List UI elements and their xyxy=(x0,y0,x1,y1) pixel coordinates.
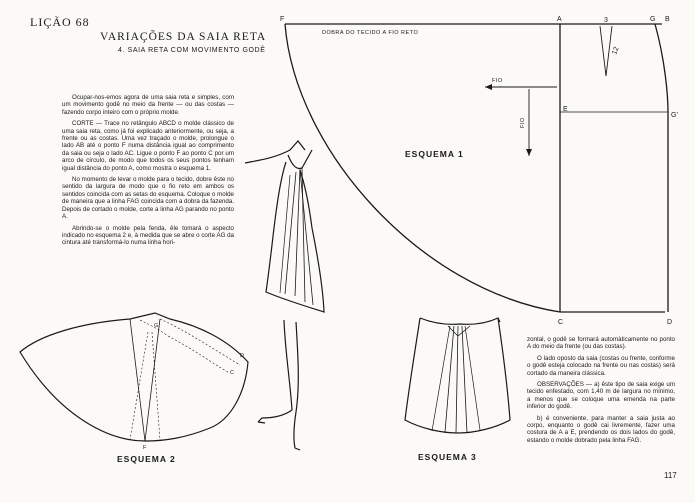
body-paragraph: OBSERVAÇÕES — a) êste tipo de saia exige um tecido enfestado, com 1,40 m de largura no mínimo, a menos que se coloque uma emenda na parte inferior do godê. xyxy=(527,381,675,411)
esquema-1-caption: ESQUEMA 1 xyxy=(405,149,464,159)
dart-left xyxy=(600,26,606,76)
fold-label: DOBRA DO TECIDO A FIO RETO xyxy=(322,30,419,36)
body-paragraph: No momento de levar o molde para o tecido, dobre êste no sentido da largura de modo que o fio reto em ambos os sentidos coincida com as setas do esquema. Coloque o molde de maneira que a linha FAG coincida com a dobra da fazenda. Depois de cortado o molde, corte a linha AG parando no ponto A. xyxy=(62,176,234,221)
body-paragraph: O lado oposto da saia (costas ou frente, conforme o godê esteja colocado na frente ou nas costas) será cortado da maneira clássica. xyxy=(527,354,675,377)
hem-arc xyxy=(285,24,560,312)
side-seam xyxy=(655,24,668,312)
body-paragraph: b) é conveniente, para manter a saia justa ao corpo, enquanto o godê cai livremente, fazer uma costura de A a E, prendendo os dois lados do godê, estando o molde dobrado pela linha FAG. xyxy=(527,414,675,444)
lesson-number: LIÇÃO 68 xyxy=(30,15,90,29)
e2-point-g-label: G xyxy=(154,323,159,329)
page-title: VARIAÇÕES DA SAIA RETA xyxy=(100,31,267,43)
esquema-1-diagram xyxy=(285,24,668,312)
e2-point-c-label: C xyxy=(230,370,235,376)
arrow-head xyxy=(485,84,492,90)
model-figure-illustration xyxy=(245,141,324,450)
point-g-prime-label: G' xyxy=(671,112,678,119)
arrow-head xyxy=(526,149,532,156)
dim-12-label: 12 xyxy=(611,45,621,56)
page-number: 117 xyxy=(664,471,677,480)
dim-3-label: 3 xyxy=(604,17,608,24)
body-paragraph: Abrindo-se o molde pela fenda, êle tomará o aspecto indicado no esquema 2 e, à medida que se abre o corte AG da cintura até transformá-lo numa linha hori- xyxy=(62,224,234,247)
body-paragraph: zontal, o godê se formará automàticamente no ponto A do meio da frente (ou das costas). xyxy=(527,336,675,351)
point-e-label: E xyxy=(563,106,568,113)
e2-point-f-label: F xyxy=(143,445,147,451)
fio-v-label: FIO xyxy=(520,117,526,128)
point-c-label: C xyxy=(558,319,564,326)
fio-h-label: FIO xyxy=(492,78,503,84)
e2-point-d-label: D xyxy=(240,353,245,359)
body-paragraph: Ocupar-nos-emos agora de uma saia reta e simples, com um movimento godê no meio da frente — ou das costas — fazendo corpo inteiro com o próprio molde. xyxy=(62,94,234,116)
body-paragraph: CORTE — Trace no retângulo ABCD o molde clássico de uma saia reta, como já foi explicado anteriormente, ou seja, a frente ou as costas. Uma vez traçado o molde, prolongue o lado AB até o ponto F numa distância igual ao comprimento da saia ou seja o lado AC. Ligue o ponto F ao ponto C por um arco de círculo, de modo que todos os seus pontos tenham igual distância do ponto A, como mostra o esquema 1. xyxy=(62,120,234,172)
point-a-label: A xyxy=(557,16,562,23)
section-subtitle: 4. SAIA RETA COM MOVIMENTO GODÊ xyxy=(118,47,266,54)
esquema-3-caption: ESQUEMA 3 xyxy=(418,452,477,462)
point-d-label: D xyxy=(667,319,673,326)
point-g-label: G xyxy=(650,16,656,23)
esquema-2-diagram xyxy=(20,313,248,441)
point-b-label: B xyxy=(665,16,670,23)
esquema-3-diagram xyxy=(405,318,510,433)
esquema-2-caption: ESQUEMA 2 xyxy=(117,454,176,464)
point-f-label: F xyxy=(280,16,285,23)
